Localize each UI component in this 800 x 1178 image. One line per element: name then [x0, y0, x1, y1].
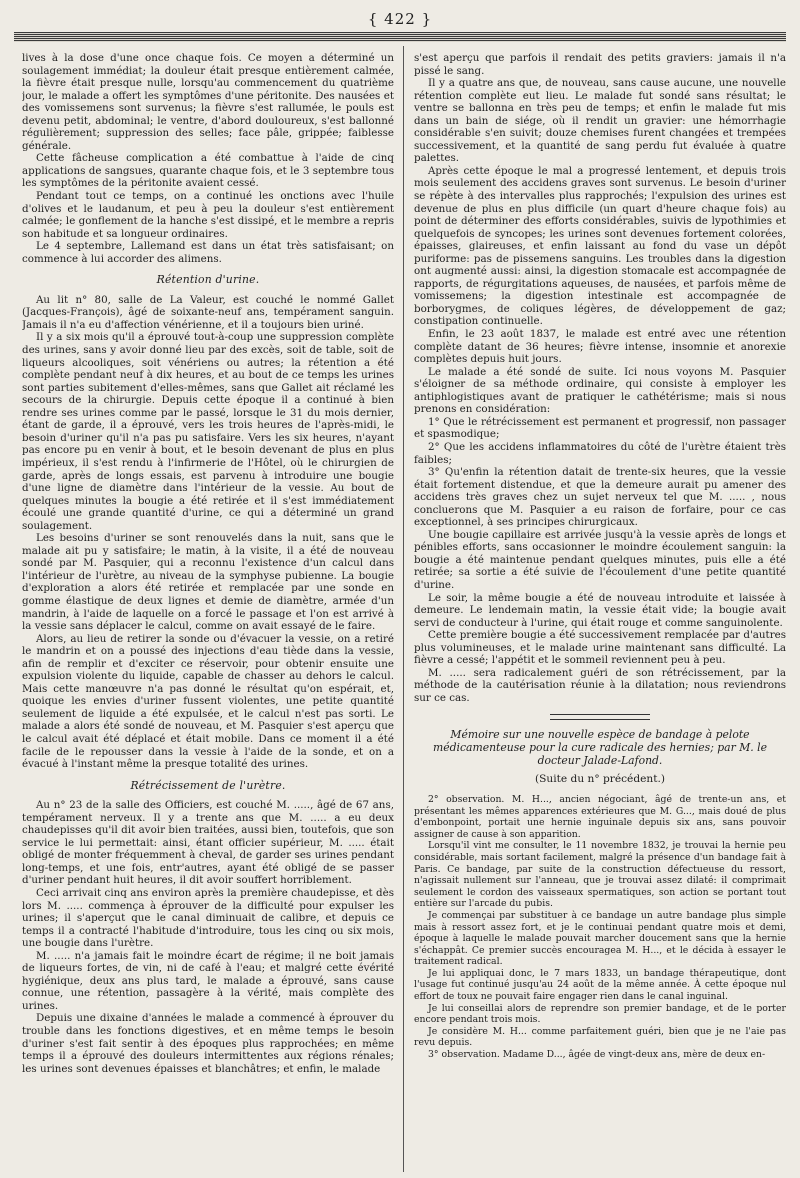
section-heading: Rétrécissement de l'urètre. [130, 778, 286, 792]
paragraph: M. ..... n'a jamais fait le moindre écart de régime; il ne boit jamais de liqueurs fortes, de vin, ni de café à l'eau; et malgré cette évérité hygiénique, deux ans plus tard, le malade a éprouvé, sans cause connue, une rétention, passagère à la vérité, mais complète des urines. [22, 949, 394, 1012]
continuation-note: (Suite du n° précédent.) [535, 773, 665, 786]
paragraph: Depuis une dixaine d'années le malade a commencé à éprouver du trouble dans les fonctions digestives, et en même temps le besoin d'uriner s'est fait sentir à des époques plus rapprochées; en même temps il a éprouvé des douleurs intermittentes aux régions rénales; les urines sont devenues épaisses et blanchâtres; et enfin, le malade [22, 1012, 394, 1075]
left-column [22, 52, 394, 1172]
paragraph: Le soir, la même bougie a été de nouveau introduite et laissée à demeure. Le lendemain matin, la vessie était vide; la bougie avait servi de conducteur à l'urine, qui était rouge et comme sanguinolente. [414, 591, 786, 629]
paragraph: Il y a quatre ans que, de nouveau, sans cause aucune, une nouvelle rétention complète eut lieu. Le malade fut sondé sans résultat; le ventre se ballonna en très peu de temps; et enfin le malade fut mis dans un bain de siége, où il rendit un gravier: une hémorrhagie considérable s'en suivit; douze chemises furent changées et trempées successivement, et la quantité de sang perdu fut évaluée à quatre palettes. [414, 77, 786, 165]
paragraph: Cette fâcheuse complication a été combattue à l'aide de cinq applications de sangsues, quarante chaque fois, et le 3 septembre tous les symptômes de la péritonite avaient cessé. [22, 152, 394, 190]
paragraph: 3° Qu'enfin la rétention datait de trente-six heures, que la vessie était fortement distendue, et que la demeure aurait pu amener des accidens très graves chez un sujet nerveux tel que M. ..... , nous concluerons que M. Pasquier a eu raison de forfaire, pour ce cas exceptionnel, à ses principes chirurgicaux. [414, 466, 786, 529]
paragraph: Il y a six mois qu'il a éprouvé tout-à-coup une suppression complète des urines, sans y avoir donné lieu par des excès, soit de table, soit de liqueurs alcooliques, soit vénériens ou autres; la rétention a été complète pendant neuf à dix heures, et au bout de ce temps les urines sont parties subitement d'elles-mêmes, sans que Gallet ait réclamé les secours de la chirurgie. Depuis cette époque il a continué à bien rendre ses urines comme par le passé, lorsque le 31 du mois dernier, étant de garde, il a éprouvé, vers les trois heures de l'après-midi, le besoin d'uriner qu'il n'a pas pu satisfaire. Vers les six heures, n'ayant pas encore pu en venir à bout, et le besoin devenant de plus en plus impérieux, il s'est rendu à l'infirmerie de l'Hôtel, où le chirurgien de garde, après de longs essais, est parvenu à introduire une bougie d'une ligne de diamètre dans l'intérieur de la vessie. Au bout de quelques minutes la bougie a été retirée et il s'est immédiatement écoulé une grande quantité d'urine, ce qui a déterminé un grand soulagement. [22, 331, 394, 532]
page-number: { 422 } [367, 10, 433, 28]
paragraph: Au n° 23 de la salle des Officiers, est couché M. ....., âgé de 67 ans, tempérament nerveux. Il y a trente ans que M. ..... a eu deux chaudepisses qu'il dit avoir bien traitées, aussi bien, toutefois, que son service le lui permettait: ainsi, étant officier supérieur, M. ..... était obligé de monter fréquemment à cheval, de garder ses urines pendant long-temps, et une fois, entr'autres, ayant été obligé de se passer d'uriner pendant huit heures, il dit avoir souffert horriblement. [22, 799, 394, 887]
paragraph: Le 4 septembre, Lallemand est dans un état très satisfaisant; on commence à lui accorder des alimens. [22, 240, 394, 265]
paragraph: 2° observation. M. H..., ancien négociant, âgé de trente-un ans, et présentant les mêmes apparences extérieures que M. G..., mais doué de plus d'embonpoint, portait une hernie inguinale depuis six ans, sans pouvoir assigner de cause à son apparition. [414, 793, 786, 840]
paragraph: 3° observation. Madame D..., âgée de vingt-deux ans, mère de deux en- [428, 1049, 766, 1061]
paragraph: Les besoins d'uriner se sont renouvelés dans la nuit, sans que le malade ait pu y satisfaire; le matin, à la visite, il a été de nouveau sondé par M. Pasquier, qui a reconnu l'existence d'un calcul dans l'intérieur de l'urètre, au niveau de la symphyse pubienne. La bougie d'exploration a alors été retirée et remplacée par une sonde en gomme élastique de deux lignes et demie de diamètre, armée d'un mandrin, à l'aide de laquelle on a forcé le passage et l'on est arrivé à la vessie sans déplacer le calcul, comme on avait essayé de le faire. [22, 532, 394, 633]
paragraph: M. ..... sera radicalement guéri de son rétrécissement, par la méthode de la cautérisation réunie à la dilatation; nous reviendrons sur ce cas. [414, 666, 786, 704]
paragraph: Une bougie capillaire est arrivée jusqu'à la vessie après de longs et pénibles efforts, sans occasionner le moindre écoulement sanguin: la bougie a été maintenue pendant quelques minutes, puis elle a été retirée; sa sortie a été suivie de l'écoulement d'une petite quantité d'urine. [414, 528, 786, 591]
paragraph: 2° Que les accidens inflammatoires du côté de l'urètre étaient très faibles; [414, 440, 786, 466]
right-column [414, 52, 786, 1172]
article-title: Mémoire sur une nouvelle espèce de bandage à pelote médicamenteuse pour la cure radicale des hernies; par M. le docteur Jalade-Lafond. [433, 728, 767, 768]
article-body [414, 794, 786, 1061]
paragraph: Je lui conseillai alors de reprendre son premier bandage, et de le porter encore pendant trois mois. [414, 1002, 786, 1026]
paragraph: Enfin, le 23 août 1837, le malade est entré avec une rétention complète datant de 36 heures; fièvre intense, insomnie et anorexie complètes depuis huit jours. [414, 328, 786, 366]
section-divider [550, 714, 650, 720]
paragraph: Alors, au lieu de retirer la sonde ou d'évacuer la vessie, on a retiré le mandrin et on a poussé des injections d'eau tiède dans la vessie, afin de remplir et d'exciter ce réservoir, pour obtenir ensuite une expulsion violente du liquide, capable de chasser au dehors le calcul. Mais cette manœuvre n'a pas donné le résultat qu'on espérait, et, quoique les envies d'uriner fussent violentes, une petite quantité seulement de liquide a été expulsée, et le calcul n'est pas sorti. Le malade a alors été sondé de nouveau, et M. Pasquier s'est aperçu que le calcul avait été déplacé et était mobile. Dans ce moment il a été facile de le repousser dans la vessie à l'aide de la sonde, et on a évacué à l'instant même la presque totalité des urines. [22, 632, 394, 771]
paragraph: Après cette époque le mal a progressé lentement, et depuis trois mois seulement des accidens graves sont survenus. Le besoin d'uriner se répète à des intervalles plus rapprochés; l'expulsion des urines est devenue de plus en plus difficile (un quart d'heure chaque fois) au point de déterminer des efforts considérables, suivis de lypothimies et quelquefois de syncopes; les urines sont devenues fortement colorées, épaisses, glaireuses, et enfin laissant au fond du vase un dépôt puriforme: pas de pissemens sanguins. Les troubles dans la digestion ont augmenté aussi: ainsi, la digestion stomacale est accompagnée de rapports, de régurgitations aqueuses, de nausées, et parfois même de vomissemens; la digestion intestinale est accompagnée de borborygmes, de coliques légères, de développement de gaz; constipation continuelle. [414, 164, 786, 328]
top-rule [14, 32, 786, 42]
section-heading: Rétention d'urine. [156, 273, 260, 287]
paragraph: Je considère M. H... comme parfaitement guéri, bien que je ne l'aie pas revu depuis. [414, 1025, 786, 1049]
paragraph: Lorsqu'il vint me consulter, le 11 novembre 1832, je trouvai la hernie peu considérable, mais sortant facilement, malgré la présence d'un bandage fait à Paris. Ce bandage, par suite de la construction défectueuse du ressort, n'agissait nullement sur l'anneau, que je trouvai assez dilaté: il comprimait seulement le cordon des vaisseaux spermatiques, son action se portant tout entière sur l'arcade du pubis. [414, 840, 786, 910]
column-divider [403, 46, 404, 1172]
paragraph: Pendant tout ce temps, on a continué les onctions avec l'huile d'olives et le laudanum, et peu à peu la douleur s'est entièrement calmée; le gonflement de la hanche s'est dissipé, et le membre a repris son habitude et sa longueur ordinaires. [22, 190, 394, 240]
paragraph: s'est aperçu que parfois il rendait des petits graviers: jamais il n'a pissé le sang. [414, 52, 786, 77]
paragraph: Je commençai par substituer à ce bandage un autre bandage plus simple mais à ressort assez fort, et je le continuai pendant quatre mois et demi, époque à laquelle le malade pouvait marcher doucement sans que la hernie s'échappât. Ce premier succès encouragea M. H..., et le décida à essayer le traitement radical. [414, 909, 786, 968]
paragraph: Ceci arrivait cinq ans environ après la première chaudepisse, et dès lors M. ..... commença à éprouver de la difficulté pour expulser les urines; il s'aperçut que le canal diminuait de calibre, et depuis ce temps il a contracté l'habitude d'introduire, tous les cinq ou six mois, une bougie dans l'urètre. [22, 887, 394, 950]
paragraph: Au lit n° 80, salle de La Valeur, est couché le nommé Gallet (Jacques-François), âgé de soixante-neuf ans, tempérament sanguin. Jamais il n'a eu d'affection vénérienne, et il a toujours bien uriné. [22, 293, 394, 331]
paragraph: 1° Que le rétrécissement est permanent et progressif, non passager et spasmodique; [414, 415, 786, 441]
paragraph: Je lui appliquai donc, le 7 mars 1833, un bandage thérapeutique, dont l'usage fut continué jusqu'au 24 août de la même année. À cette époque nul effort de toux ne pouvait faire engager rien dans le canal inguinal. [414, 967, 786, 1003]
paragraph: Cette première bougie a été successivement remplacée par d'autres plus volumineuses, et le malade urine maintenant sans difficulté. La fièvre a cessé; l'appétit et le sommeil reviennent peu à peu. [414, 629, 786, 667]
paragraph: lives à la dose d'une once chaque fois. Ce moyen a déterminé un soulagement immédiat; la douleur était presque entièrement calmée, la fièvre était presque nulle, lorsqu'au commencement du quatrième jour, le malade a offert les symptômes d'une péritonite. Des nausées et des vomissemens sont survenus; la fièvre s'est rallumée, le pouls est devenu petit, abdominal; le ventre, d'abord douloureux, s'est ballonné régulièrement; suppression des selles; face pâle, grippée; faiblesse générale. [22, 52, 394, 152]
paragraph: Le malade a été sondé de suite. Ici nous voyons M. Pasquier s'éloigner de sa méthode ordinaire, qui consiste à employer les antiphlogistiques avant de pratiquer le cathétérisme; mais si nous prenons en considération: [414, 365, 786, 416]
